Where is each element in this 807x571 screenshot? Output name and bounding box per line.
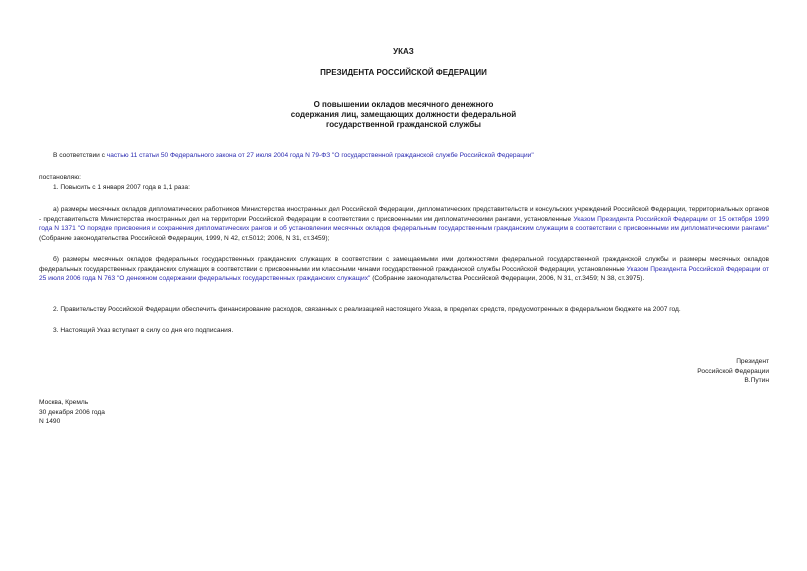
decree-title-line: О повышении окладов месячного денежного [313, 100, 494, 109]
decree-1371-link[interactable]: Указом Президента Российской Федерации от 15 октября 1999 года N 1371 "О порядке присвоения и сохранения дипломатических рангов и об установлении месячных окладов федеральным государственным гражданским служащим в соответствии с присвоенными им дипломатическими рангами" [39, 215, 769, 232]
item-1b-source: (Собрание законодательства Российской Федерации, 2006, N 31, ст.3459; N 38, ст.3975). [370, 275, 645, 282]
decree-title [250, 100, 557, 130]
issuer-heading: ПРЕЗИДЕНТА РОССИЙСКОЙ ФЕДЕРАЦИИ [320, 68, 487, 77]
signature-block [697, 357, 769, 386]
document-number: N 1490 [39, 418, 61, 425]
item-1a-text: а) размеры месячных окладов дипломатических работников Министерства иностранных дел Российской Федерации, дипломатических представительств и консульских учреждений Российской Федерации, территориальных органов - представительств Министерства иностранных дел на территории Российской Федерации в соответствии с присвоенными им дипломатическими рангами, установленные [39, 206, 769, 223]
item-1a-source: (Собрание законодательства Российской Федерации, 1999, N 42, ст.5012; 2006, N 31, ст.3459); [39, 234, 330, 242]
item-3: 3. Настоящий Указ вступает в силу со дня его подписания. [53, 327, 234, 334]
preamble-paragraph [39, 151, 769, 161]
signature-name: В.Путин [744, 377, 769, 384]
doc-type-heading: УКАЗ [393, 47, 414, 56]
signature-country: Российской Федерации [697, 367, 769, 375]
item-1b-text: б) размеры месячных окладов федеральных государственных гражданских служащих в соответствии с замещаемыми ими должностями федеральной государственной гражданской службы и размеры месячных окладов федеральных государственных гражданских служащих в соответствии с присвоенными им классными чинами государственной гражданской службы Российской Федерации, установленные [39, 256, 769, 273]
item-1: 1. Повысить с 1 января 2007 года в 1,1 раза: [53, 184, 190, 191]
signing-date: 30 декабря 2006 года [39, 408, 105, 416]
law-reference-link[interactable]: частью 11 статьи 50 Федерального закона от 27 июля 2004 года N 79-ФЗ "О государственной гражданской службе Российской Федерации" [106, 152, 534, 159]
decree-title-line: государственной гражданской службы [326, 120, 481, 129]
decree-word: постановляю: [39, 174, 82, 181]
document-meta [39, 398, 105, 427]
item-2: 2. Правительству Российской Федерации обеспечить финансирование расходов, связанных с реализацией настоящего Указа, в пределах средств, предусмотренных в федеральном бюджете на 2007 год. [53, 306, 681, 313]
signing-place: Москва, Кремль [39, 399, 89, 406]
item-1a-paragraph [39, 205, 769, 243]
signature-position: Президент [736, 358, 769, 365]
decree-title-line: содержания лиц, замещающих должности федеральной [290, 110, 517, 119]
item-1b-paragraph [39, 255, 769, 284]
decree-763-link[interactable]: Указом Президента Российской Федерации от 25 июля 2006 года N 763 "О денежном содержании федеральных государственных гражданских служащих" [39, 265, 769, 282]
preamble-text: В соответствии с [53, 152, 107, 159]
